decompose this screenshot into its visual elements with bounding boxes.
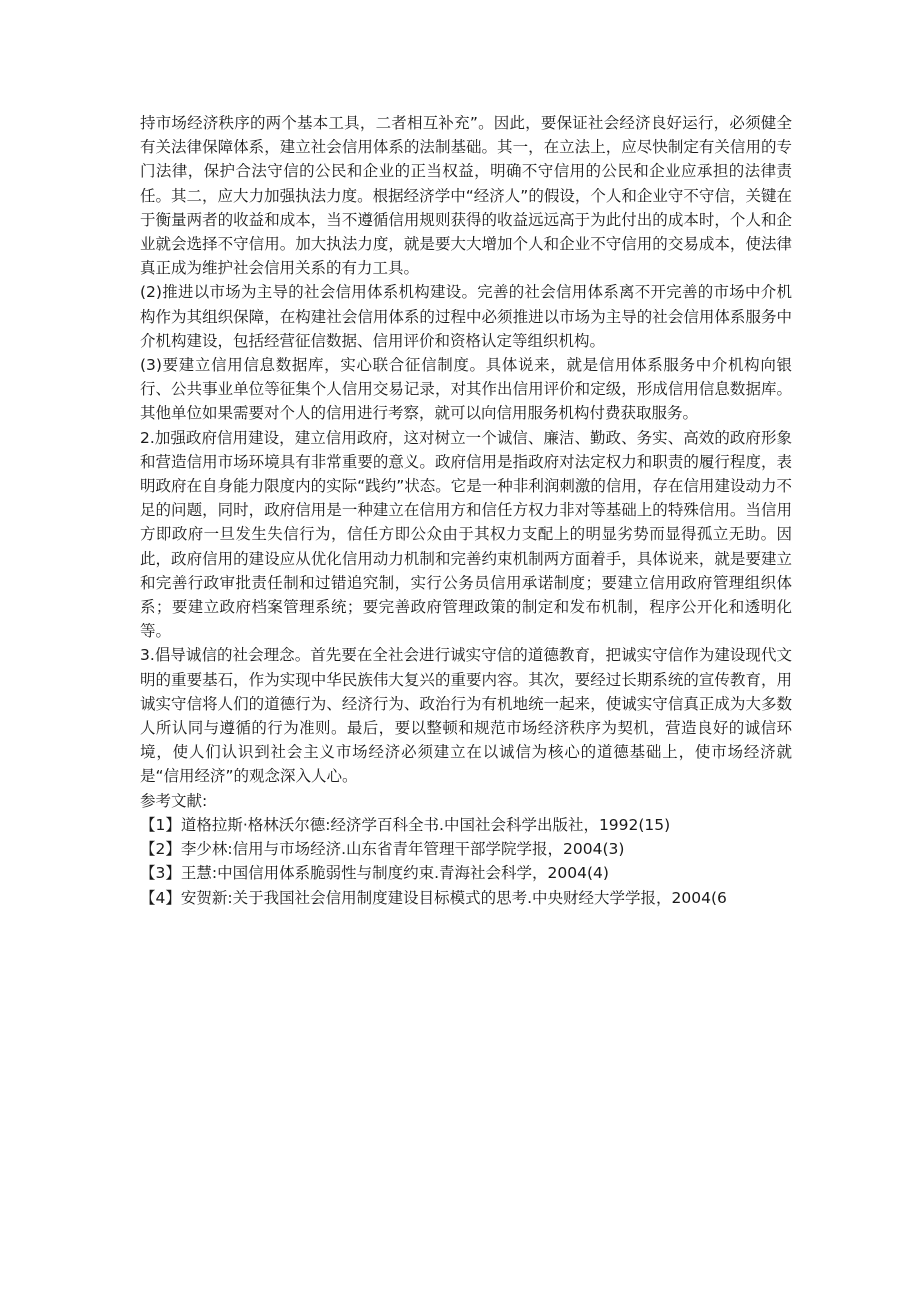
paragraph-government-credit: 2.加强政府信用建设，建立信用政府，这对树立一个诚信、廉洁、勤政、务实、高效的政府形象和营造信用市场环境具有非常重要的意义。政府信用是指政府对法定权力和职责的履行程度，表明政府在自身能力限度内的实际“践约”状态。它是一种非利润刺激的信用，存在信用建设动力不足的问题，同时，政府信用是一种建立在信用方和信任方权力非对等基础上的特殊信用。当信用方即政府一旦发生失信行为，信任方即公众由于其权力支配上的明显劣势而显得孤立无助。因此，政府信用的建设应从优化信用动力机制和完善约束机制两方面着手，具体说来，就是要建立和完善行政审批责任制和过错追究制，实行公务员信用承诺制度；要建立信用政府管理组织体系；要建立政府档案管理系统；要完善政府管理政策的制定和发布机制，程序公开化和透明化等。: [140, 428, 792, 641]
paragraph-legal-system: 持市场经济秩序的两个基本工具，二者相互补充”。因此，要保证社会经济良好运行，必须健全有关法律保障体系，建立社会信用体系的法制基础。其一，在立法上，应尽快制定有关信用的专门法律，保护合法守信的公民和企业的正当权益，明确不守信用的公民和企业应承担的法律责任。其二，应大力加强执法力度。根据经济学中“经济人”的假设，个人和企业守不守信，关键在于衡量两者的收益和成本，当不遵循信用规则获得的收益远远高于为此付出的成本时，个人和企业就会选择不守信用。加大执法力度，就是要大大增加个人和企业不守信用的交易成本，使法律真正成为维护社会信用关系的有力工具。: [140, 114, 792, 278]
document-body: [140, 111, 792, 910]
paragraph-integrity-concept: 3.倡导诚信的社会理念。首先要在全社会进行诚实守信的道德教育，把诚实守信作为建设现代文明的重要基石，作为实现中华民族伟大复兴的重要内容。其次，要经过长期系统的宣传教育，用诚实守信将人们的道德行为、经济行为、政治行为有机地统一起来，使诚实守信真正成为大多数人所认同与遵循的行为准则。最后，要以整顿和规范市场经济秩序为契机，营造良好的诚信环境，使人们认识到社会主义市场经济必须建立在以诚信为核心的道德基础上，使市场经济就是“信用经济”的观念深入人心。: [140, 646, 792, 786]
reference-item: 【3】王慧:中国信用体系脆弱性与制度约束.青海社会科学，2004(4): [140, 864, 609, 883]
reference-item: 【4】安贺新:关于我国社会信用制度建设目标模式的思考.中央财经大学学报，2004(6: [140, 888, 727, 907]
reference-item: 【2】李少林:信用与市场经济.山东省青年管理干部学院学报，2004(3): [140, 840, 625, 859]
references-list: [140, 813, 792, 910]
references-title: 参考文献:: [140, 791, 208, 810]
paragraph-market-institutions: (2)推进以市场为主导的社会信用体系机构建设。完善的社会信用体系离不开完善的市场中介机构作为其组织保障，在构建社会信用体系的过程中必须推进以市场为主导的社会信用体系服务中介机构建设，包括经营征信数据、信用评价和资格认定等组织机构。: [140, 283, 792, 350]
paragraph-credit-database: (3)要建立信用信息数据库，实心联合征信制度。具体说来，就是信用体系服务中介机构向银行、公共事业单位等征集个人信用交易记录，对其作出信用评价和定级，形成信用信息数据库。其他单位如果需要对个人的信用进行考察，就可以向信用服务机构付费获取服务。: [140, 356, 792, 423]
reference-item: 【1】道格拉斯·格林沃尔德:经济学百科全书.中国社会科学出版社，1992(15): [140, 815, 671, 834]
